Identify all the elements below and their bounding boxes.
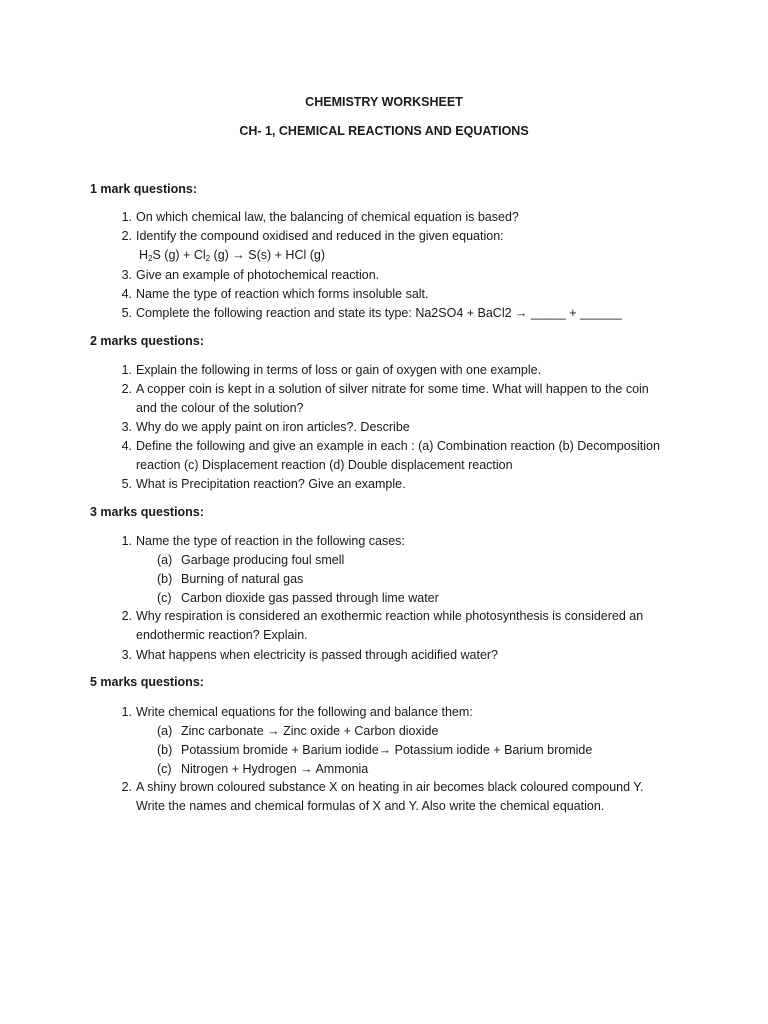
subquestion-5m-1b: (b) Potassium bromide + Barium iodide→ Potassium iodide + Barium bromide <box>157 743 593 757</box>
question-5m-1: 1. Write chemical equations for the following and balance them: <box>121 705 473 719</box>
question-2m-3: 3. Why do we apply paint on iron articles?. Describe <box>121 420 410 434</box>
subquestion-3m-1a: (a) Garbage producing foul smell <box>157 553 345 567</box>
question-5m-2: 2. A shiny brown coloured substance X on heating in air becomes black coloured compound Y. Write the names and chemical formulas of X and Y. Also write the chemical equation. <box>121 780 644 813</box>
section-heading-1-mark: 1 mark questions: <box>90 182 197 196</box>
section-heading-2-marks: 2 marks questions: <box>90 334 204 348</box>
subquestion-3m-1c: (c) Carbon dioxide gas passed through lime water <box>157 591 439 605</box>
section-heading-5-marks: 5 marks questions: <box>90 675 204 689</box>
worksheet-title: CHEMISTRY WORKSHEET <box>305 95 463 109</box>
question-3m-3: 3. What happens when electricity is passed through acidified water? <box>121 648 499 662</box>
question-3m-1: 1. Name the type of reaction in the following cases: <box>121 534 405 548</box>
question-1m-2: 2. Identify the compound oxidised and reduced in the given equation: <box>121 229 504 243</box>
question-1m-5: 5. Complete the following reaction and state its type: Na2SO4 + BaCl2 → _____ + ______ <box>121 306 622 320</box>
subquestion-3m-1b: (b) Burning of natural gas <box>157 572 304 586</box>
question-1m-4: 4. Name the type of reaction which forms insoluble salt. <box>121 287 429 301</box>
question-1m-1: 1. On which chemical law, the balancing of chemical equation is based? <box>121 210 519 224</box>
chapter-title: CH- 1, CHEMICAL REACTIONS AND EQUATIONS <box>239 124 529 138</box>
question-1m-3: 3. Give an example of photochemical reaction. <box>121 268 380 282</box>
equation-1m-2: $H_2S$ $(g) + Cl_2$ (g) → S(s) + HCl (g) <box>139 248 326 263</box>
subquestion-5m-1c: (c) Nitrogen + Hydrogen → Ammonia <box>157 762 369 776</box>
question-3m-2: 2. Why respiration is considered an exothermic reaction while photosynthesis is considered an endothermic reaction? Explain. <box>121 609 644 642</box>
question-2m-1: 1. Explain the following in terms of loss or gain of oxygen with one example. <box>121 363 542 377</box>
subquestion-5m-1a: (a) Zinc carbonate → Zinc oxide + Carbon dioxide <box>157 724 439 738</box>
section-heading-3-marks: 3 marks questions: <box>90 505 204 519</box>
question-2m-5: 5. What is Precipitation reaction? Give an example. <box>121 477 406 491</box>
question-2m-2: 2. A copper coin is kept in a solution of silver nitrate for some time. What will happen to the coin and the colour of the solution? <box>121 382 649 415</box>
question-2m-4: 4. Define the following and give an example in each : (a) Combination reaction (b) Decomposition reaction (c) Displacement reaction (d) Double displacement reaction <box>121 439 660 472</box>
